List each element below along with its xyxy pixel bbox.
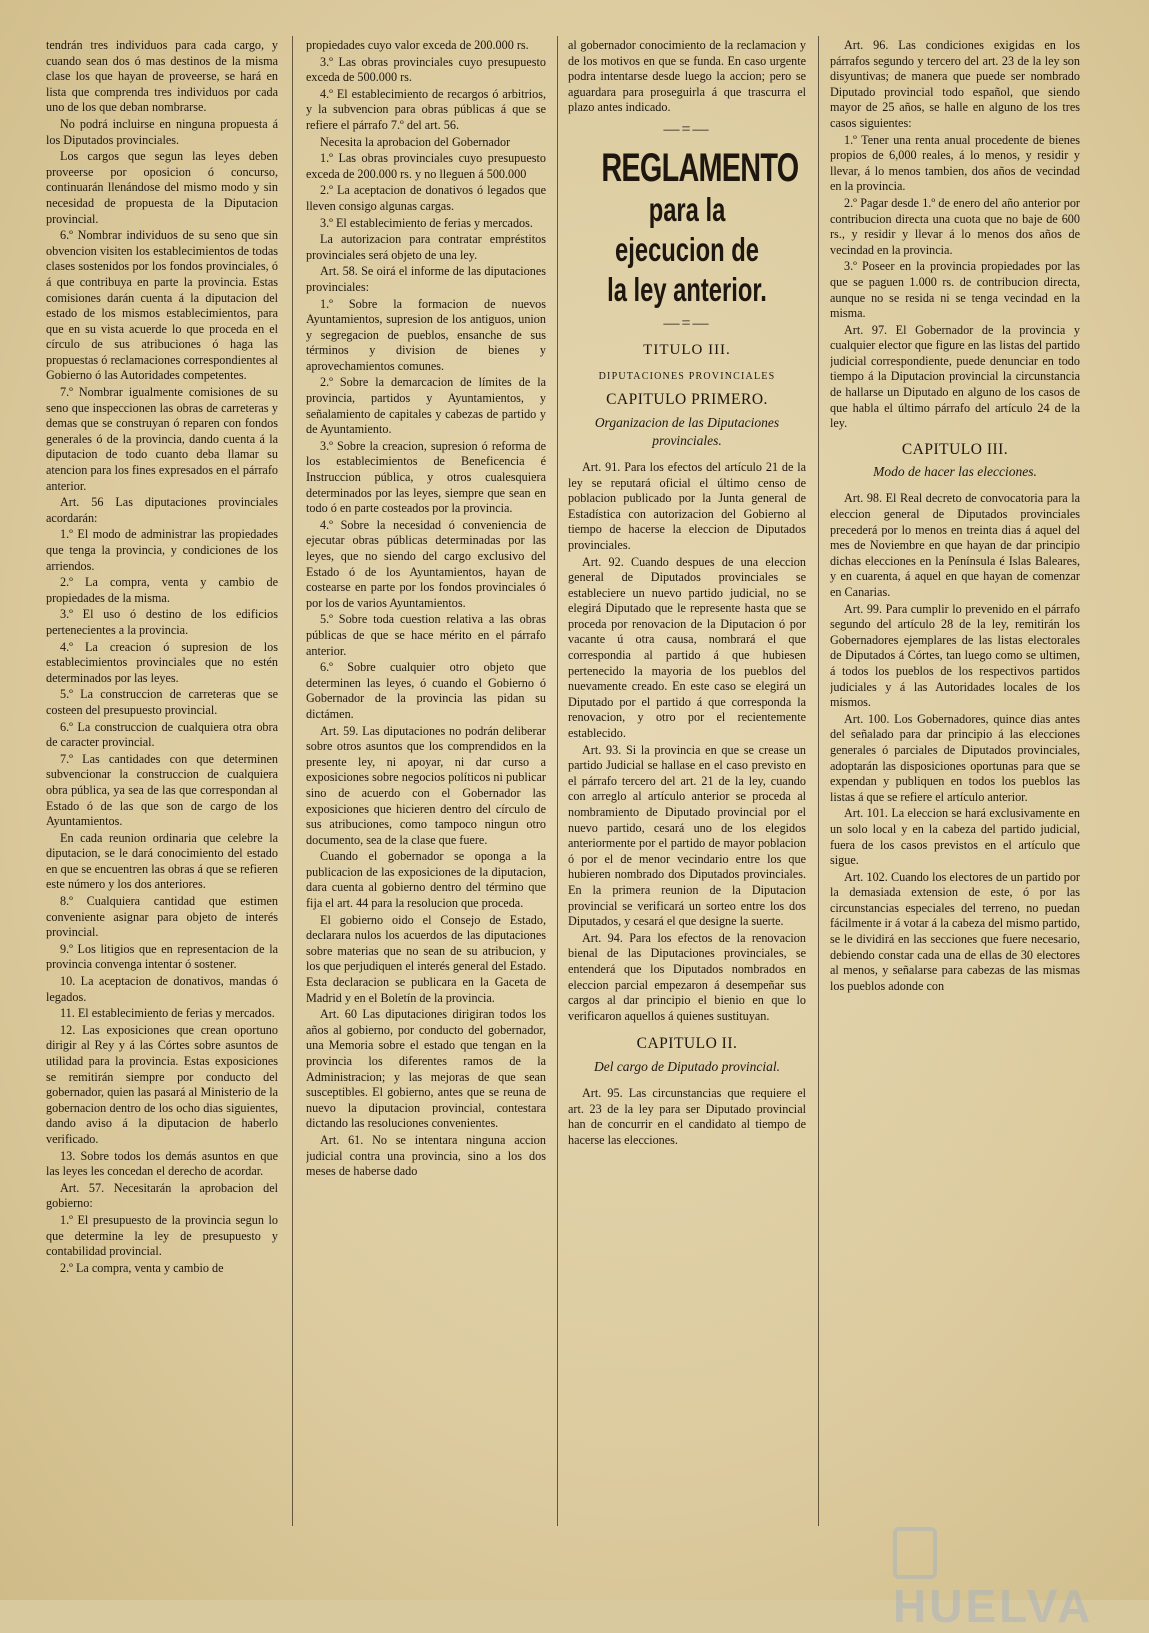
paragraph: 3.º El establecimiento de ferias y mercados. [320,215,533,230]
paragraph: 2.º Pagar desde 1.º de enero del año anterior por contribucion directa una cuota que no baje de 600 rs., y residir y llevar á lo menos dos años de vecindad en la provincia. [830,195,1080,257]
paragraph: Art. 61. No se intentara ninguna accion judicial contra una provincia, sino a los dos meses de haberse dado [306,1132,546,1179]
paragraph: Art. 60 Las diputaciones dirigiran todos los años al gobierno, por conducto del gobernador, una Memoria sobre el estado que tengan en la provincia los diferentes ramos de la Administracion; y las mejoras de que sean susceptibles. El gobierno, antes que se reuna de nuevo la diputacion provincial, contestara dictando las resoluciones convenientes. [306,1007,546,1131]
paragraph: Art. 59. Las diputaciones no podrán deliberar sobre otros asuntos que los comprendidos en la presente ley, ni apoyar, ni dar curso a exposiciones sobre negocios políticos ni publicar sino de acuerdo con el Gobernador las exposiciones que hicieren dentro del círculo de sus atribuciones, como tampoco ningun otro documento, sea de la clase que fuere. [306,723,546,847]
titulo-heading: TITULO III. [643,342,731,359]
text-column-3 [568,38,806,1538]
paragraph: Art. 56 Las diputaciones provinciales acordarán: [46,495,278,525]
paragraph: 5.º La construccion de carreteras que se costeen del presupuesto provincial. [46,687,278,717]
paragraph: 1.º Sobre la formacion de nuevos Ayuntamientos, supresion de los antiguos, union y segregacion de pueblos, ensanche de sus términos y division de bienes y aprovechamientos comunes. [306,296,546,373]
paragraph: Art. 100. Los Gobernadores, quince dias antes del señalado para dar principio á las elecciones generales ó parciales de Diputados provinciales, adoptarán las disposiciones oportunas para que se expendan y publiquen en todos los pueblos las listas á que se refiere el artículo anterior. [830,711,1080,804]
paragraph: 3.º Poseer en la provincia propiedades por las que se paguen 1.000 rs. de contribucion directa, aunque no se resida ni se tenga vecindad en la misma. [830,259,1080,321]
paragraph: 1.º El modo de administrar las propiedades que tenga la provincia, y condiciones de los arriendos. [46,527,278,573]
paragraph: propiedades cuyo valor exceda de 200.000 rs. [306,38,529,52]
text-column-2 [306,38,546,1538]
paragraph: En cada reunion ordinaria que celebre la diputacion, se le dará conocimiento del estado en que se encuentren las obras á que se refieren este número y los dos anteriores. [46,830,278,892]
paragraph: 7.º Nombrar igualmente comisiones de su seno que inspeccionen las obras de carreteras y demas que se construyan ó reparen con fondos generales ó de la provincia, dando cuenta á la diputacion de todo cuanto deba llamar su atencion para los fines expresados en el párrafo anterior. [46,385,278,493]
paragraph: 6.º Nombrar individuos de su seno que sin obvencion visiten los establecimientos de todas clases sostenidos por los fondos provinciales, ó á que contribuya en parte la provincia. Estas comisiones darán cuenta á la diputacion del estado de los mismos establecimientos, para que en su vista acuerde lo que proceda en el círculo de sus atribuciones ó haga las propuestas ó reclamaciones correspondientes al Gobierno ó las Autoridades competentes. [46,228,278,383]
paragraph: 11. El establecimiento de ferias y mercados. [60,1006,275,1021]
paragraph: 2.º La compra, venta y cambio de [60,1260,224,1275]
paragraph: 5.º Sobre toda cuestion relativa a las obras públicas de que se hace mérito en el párrafo anterior. [306,612,546,658]
capitulo-1-subheading: Organizacion de las Diputaciones provinciales. [594,414,780,448]
capitulo-3-subheading: Modo de hacer las elecciones. [873,464,1037,480]
paragraph: Art. 58. Se oirá el informe de las diputaciones provinciales: [306,264,546,294]
paragraph: 6.º Sobre cualquier otro objeto que determinen las leyes, ó cuando el Gobierno ó Gobernador de la provincia las pidan su dictámen. [306,660,546,721]
reglamento-subtitle-1: para la ejecucion de [615,190,759,268]
capitulo-3-heading: CAPITULO III. [901,440,1009,458]
column4-articles-a [830,38,1080,432]
paragraph: Art. 94. Para los efectos de la renovacion bienal de las Diputaciones provinciales, se entenderá que los Diputados nombrados en eleccion parcial empezaron á desempeñar sus cargos al dar principio el bienio en que lo verificaron aquellos á quienes sustituyan. [568,930,806,1023]
capitulo-2-subheading: Del cargo de Diputado provincial. [593,1058,781,1074]
paragraph: Art. 96. Las condiciones exigidas en los párrafos segundo y tercero del art. 23 de la ley son disyuntivas; de manera que puede ser nombrado Diputado provincial todo español, que siendo mayor de 25 años, se halle en alguno de los tres casos siguientes: [830,38,1080,130]
archive-logo-icon [893,1527,937,1579]
ornament: —=— [663,314,711,332]
paragraph: 1.º El presupuesto de la provincia segun lo que determine la ley de presupuesto y contabilidad provincial. [46,1212,278,1259]
paragraph: La autorizacion para contratar empréstitos provinciales será objeto de una ley. [306,232,546,262]
paragraph: 4.º La creacion ó supresion de los establecimientos provinciales que no estén determinados por las leyes. [46,639,278,685]
paragraph: 3.º Sobre la creacion, supresion ó reforma de los establecimientos de Beneficencia é Instruccion pública, y otros cualesquiera determinados por las leyes, siempre que sean en todo ó en parte costeados por la provincia. [306,438,546,516]
paragraph: 1.º Tener una renta anual procedente de bienes propios de 6,000 reales, á lo menos, y residir y llevar, á lo menos tambien, dos años de vecindad en la provincia. [830,132,1080,194]
capitulo-1-heading: CAPITULO PRIMERO. [606,391,768,409]
paragraph: 13. Sobre todos los demás asuntos en que las leyes les concedan el derecho de acordar. [46,1148,278,1179]
column-rule [818,36,819,1526]
paragraph: 10. La aceptacion de donativos, mandas ó legados. [46,974,278,1004]
column-rule [557,36,558,1526]
paragraph: Art. 57. Necesitarán la aprobacion del gobierno: [46,1180,278,1211]
paragraph: No podrá incluirse en ninguna propuesta á los Diputados provinciales. [46,116,278,147]
paragraph: 1.º Las obras provinciales cuyo presupuesto exceda de 200.000 rs. y no lleguen á 500.000 [306,151,546,181]
reglamento-subtitle-2: la ley anterior. [607,270,767,308]
paragraph: Los cargos que segun las leyes deben proveerse por oposicion ó concurso, continuarán llenándose del mismo modo y sin necesidad de propuesta de la Diputacion provincial. [46,149,278,226]
capitulo-2-heading: CAPITULO II. [636,1035,738,1053]
reglamento-title: REGLAMENTO [601,145,799,190]
paragraph: 3.º El uso ó destino de los edificios pertenecientes a la provincia. [46,607,278,637]
paragraph: tendrán tres individuos para cada cargo, y cuando sean dos ó mas destinos de la misma clase los que hayan de proveerse, se hará en lista que comprenda tres individuos por cada uno de los que deban nombrarse. [46,38,278,115]
text-column-4 [830,38,1080,1538]
paragraph: Art. 102. Cuando los electores de un partido por la demasiada extension de este, ó por las circunstancias especiales del terreno, no puedan fácilmente ir á votar á la cabeza del mismo partido, se le dividirá en las secciones que fuere necesario, debiendo constar cada una de ellas de 30 electores al menos, y señalarse para cabezas de las mismas los pueblos adonde con [830,869,1080,993]
column3-intro: al gobernador conocimiento de la reclamacion y de los motivos en que se funda. En caso urgente podra intentarse desde luego la accion; pero se aguardara para proseguirla á que trascurra el plazo antes indicado. [568,38,806,115]
paragraph: Art. 98. El Real decreto de convocatoria para la eleccion general de Diputados provinciales precederá por lo menos en treinta dias á aquel del mes de Noviembre en que hayan de dar principio dichas elecciones en la Península é Islas Baleares, y en cuarenta, á aquel en que hayan de comenzar en Canarias. [830,491,1080,599]
paragraph: 4.º El establecimiento de recargos ó arbitrios, y la subvencion para obras públicas á que se refiere el párrafo 7.º del art. 56. [306,86,546,132]
paragraph: 2.º La aceptacion de donativos ó legados que lleven consigo algunas cargas. [306,183,546,213]
paragraph: 6.º La construccion de cualquiera otra obra de caracter provincial. [46,719,278,750]
paragraph: Necesita la aprobacion del Gobernador [320,134,511,149]
paragraph: Cuando el gobernador se oponga a la publicacion de las exposiciones de la diputacion, dara cuenta al gobierno dentro del término que fija el art. 44 para la resolucion que proceda. [306,849,546,911]
paragraph: Art. 92. Cuando despues de una eleccion general de Diputados provinciales se estableciere un nuevo partido judicial, no se elegirá Diputado que le represente hasta que se proceda por renovacion de la Diputacion ó por vacante ú otra causa, nombrará el que correspondia al partido á que hubiesen pertenecido la mayoria de los pueblos del nuevamente creado. En este caso se elegirá un Diputado por el partido á que corresponda la renovacion, y otro por el recientemente establecido. [568,554,806,741]
paragraph: 7.º Las cantidades con que determinen subvencionar la construccion de cualquiera obra pública, ya sea de las que correspondan al Estado ó de las que son de cargo de los Ayuntamientos. [46,751,278,829]
paragraph: 12. Las exposiciones que crean oportuno dirigir al Rey y á las Córtes sobre asuntos de utilidad para la provincia. Estas exposiciones se remitirán siempre por conducto del gobernador, quien las pasará al Ministerio de la gobernacion dentro de los ocho dias siguientes, dando aviso á la diputacion de haberlo verificado. [46,1022,278,1146]
paragraph: Art. 95. Las circunstancias que requiere el art. 23 de la ley para ser Diputado provincial han de concurrir en el candidato al tiempo de hacerse las elecciones. [568,1085,806,1147]
paragraph: 4.º Sobre la necesidad ó conveniencia de ejecutar obras públicas determinadas por las leyes, que no siendo del cargo exclusivo del Estado ó de los Ayuntamientos, hayan de costearse en parte por los fondos provinciales ó por los de varios Ayuntamientos. [306,517,546,610]
archive-watermark [893,1522,1123,1632]
column3-articles-b [568,1086,806,1148]
paragraph: 8.º Cualquiera cantidad que estimen conveniente asignar para objeto de interés provincial. [46,894,278,940]
paragraph: 2.º La compra, venta y cambio de propiedades de la misma. [46,575,278,605]
column3-articles-a [568,460,806,1024]
watermark-text: HUELVA [893,1579,1094,1632]
paragraph: Art. 91. Para los efectos del artículo 21 de la ley se reputará oficial el último censo de poblacion publicado por la Junta general de Estadística con autorizacion del Gobierno al tiempo de hacerse la eleccion de Diputados provinciales. [568,459,806,552]
paragraph: 3.º Las obras provinciales cuyo presupuesto exceda de 500.000 rs. [306,54,546,85]
paragraph: 2.º Sobre la demarcacion de límites de la provincia, partidos y Ayuntamientos, y señalamiento de capitales y cabezas de partido y de Ayuntamiento. [306,375,546,437]
column-rule [292,36,293,1526]
paragraph: Art. 101. La eleccion se hará exclusivamente en un solo local y en la cabeza del partido judicial, fuera de los casos previstos en el artículo que sigue. [830,806,1080,868]
text-column-1 [46,38,278,1538]
paragraph: Art. 97. El Gobernador de la provincia y cualquier elector que figure en las listas del partido judicial correspondiente, puede denunciar en todo tiempo á la Diputacion provincial la circunstancia de hallarse un Diputado en alguno de los casos de que habla el último párrafo del artículo 24 de la ley. [830,322,1080,431]
column4-articles-b [830,491,1080,994]
paragraph: Art. 99. Para cumplir lo prevenido en el párrafo segundo del artículo 28 de la ley, remitirán los Gobernadores ejemplares de las listas electorales de Diputados á Córtes, tan luego como se ultimen, á todos los pueblos de los respectivos partidos judiciales y á las Autoridades locales de los mismos. [830,601,1080,710]
paragraph: El gobierno oido el Consejo de Estado, declarara nulos los acuerdos de las diputaciones sobre materias que no sean de su atribucion, y los que perjudiquen el interés general del Estado. Esta declaracion se publicara en la Gaceta de Madrid y en el Boletín de la provincia. [306,912,546,1005]
paragraph: 9.º Los litigios que en representacion de la provincia convenga intentar ó sostener. [46,941,278,972]
paragraph: Art. 93. Si la provincia en que se crease un partido Judicial se hallase en el caso previsto en el párrafo tercero del art. 21 de la ley, cuando con arreglo al artículo anterior se proceda al nombramiento de Diputado provincial por el nuevo partido, cesará uno de los elegidos anteriormente por el partido de mayor poblacion ó por el de menor vecindario entre los que hubieren nombrado dos Diputados provinciales. En la primera reunion de la Diputacion provincial se verificará un sorteo entre los dos Diputados, y cesará el que designe la suerte. [568,742,806,929]
titulo-subheading: DIPUTACIONES PROVINCIALES [598,370,776,382]
ornament: —=— [663,120,711,138]
